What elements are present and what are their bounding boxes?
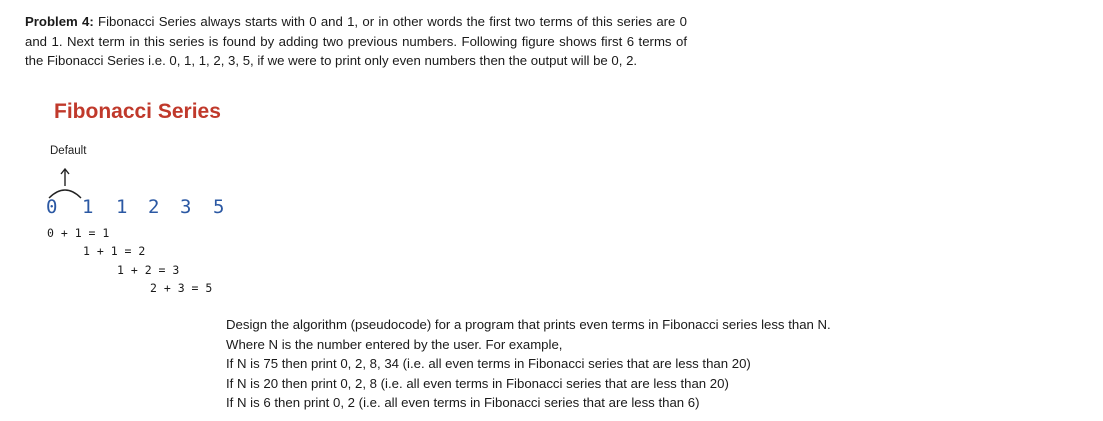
calc-line-1: 0 + 1 = 1 — [47, 226, 110, 240]
instruction-line-1: Design the algorithm (pseudocode) for a program that prints even terms in Fibonacci series less than N. — [226, 317, 831, 332]
calc-line-2: 1 + 1 = 2 — [83, 244, 146, 258]
default-label: Default — [50, 145, 87, 157]
instruction-line-4: If N is 20 then print 0, 2, 8 (i.e. all even terms in Fibonacci series that are less than 20) — [226, 375, 729, 391]
figure-title: Fibonacci Series — [54, 100, 221, 123]
problem-label: Problem 4: — [25, 14, 94, 29]
instruction-line-3: If N is 75 then print 0, 2, 8, 34 (i.e. all even terms in Fibonacci series that are less than 20) — [226, 356, 751, 371]
calc-line-3: 1 + 2 = 3 — [117, 263, 180, 277]
sequence-term-3: 2 — [148, 196, 160, 218]
instructions — [226, 315, 1103, 413]
problem-text: Fibonacci Series always starts with 0 and 1, or in other words the first two terms of this series are 0 and 1. Next term in this series is found by adding two previous numbers. Following figure shows first 6 terms of the Fibonacci Series i.e. 0, 1, 1, 2, 3, 5, if we were to print only even numbers then the output will be 0, 2. — [25, 14, 687, 68]
problem-statement — [25, 12, 687, 71]
instruction-line-2: Where N is the number entered by the user. For example, — [226, 336, 563, 352]
sequence-term-5: 5 — [213, 196, 225, 218]
instruction-line-5: If N is 6 then print 0, 2 (i.e. all even terms in Fibonacci series that are less than 6) — [226, 395, 700, 410]
sequence-term-2: 1 — [116, 196, 128, 218]
sequence-term-4: 3 — [180, 196, 192, 218]
calc-line-4: 2 + 3 = 5 — [150, 281, 213, 295]
sequence-term-0: 0 — [46, 196, 58, 218]
sequence-term-1: 1 — [82, 196, 94, 218]
